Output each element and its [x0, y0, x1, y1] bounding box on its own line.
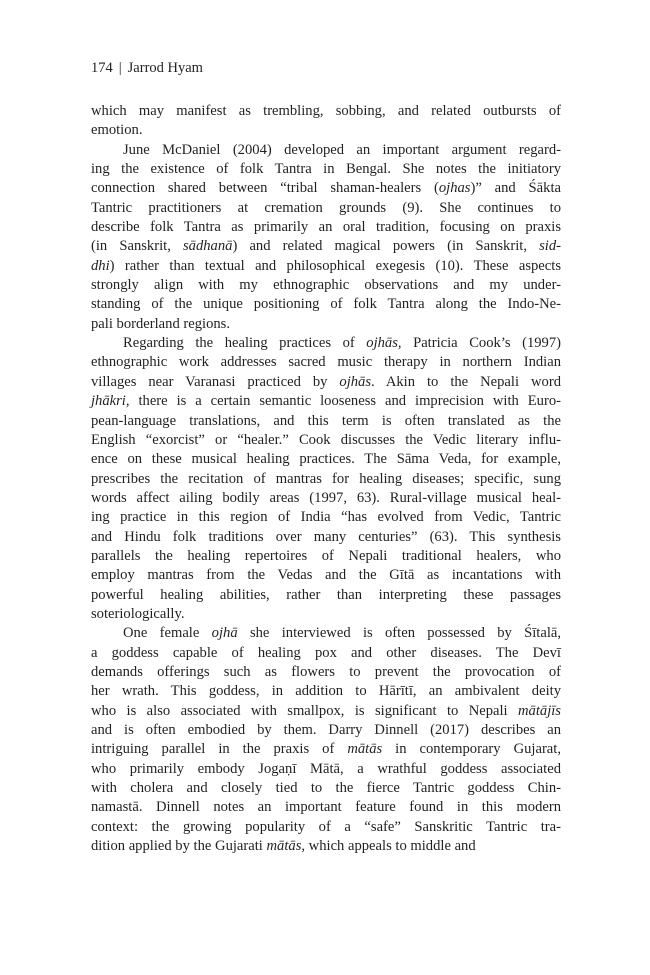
text-segment: Regarding the healing practices of	[123, 335, 367, 352]
text-segment: parallels the healing repertoires of Nepali traditional healers, who	[91, 547, 561, 564]
page-number: 174	[91, 60, 113, 76]
text-line	[91, 528, 561, 547]
text-segment: which may manifest as trembling, sobbing, and related outbursts of	[91, 103, 561, 119]
text-segment: , there is a certain semantic looseness and imprecision with Euro-	[125, 393, 561, 410]
text-line	[91, 199, 561, 218]
text-line	[91, 412, 561, 431]
italic-term: dhi	[91, 257, 110, 274]
text-line	[91, 102, 561, 121]
text-line	[91, 760, 561, 779]
text-segment: pali borderland regions.	[91, 315, 231, 332]
text-segment: ing practice in this region of India “has evolved from Vedic, Tantric	[91, 509, 561, 526]
italic-term: ojhas	[438, 180, 471, 197]
text-segment: , Patricia Cook’s (1997)	[397, 335, 562, 352]
text-segment: Tantric practitioners at cremation grounds (9). She continues to	[91, 199, 561, 216]
text-line	[91, 334, 561, 353]
text-segment: with cholera and closely tied to the fierce Tantric goddess Chin-	[91, 780, 561, 797]
text-segment: who primarily embody Jogaṇī Mātā, a wrathful goddess associated	[91, 760, 561, 777]
text-segment: and is often embodied by them. Darry Dinnell (2017) describes an	[91, 722, 561, 738]
text-segment: and Hindu folk traditions over many centuries” (63). This synthesis	[91, 528, 561, 545]
text-segment: ) rather than textual and philosophical exegesis (10). These aspects	[109, 257, 561, 274]
text-segment: employ mantras from the Vedas and the Gītā as incantations with	[91, 567, 561, 584]
italic-term: sādhanā	[182, 238, 233, 255]
header-separator: |	[118, 60, 122, 76]
italic-term: sid-	[539, 238, 561, 255]
italic-term: jhākri	[91, 393, 126, 410]
text-line	[91, 450, 561, 469]
text-line	[91, 295, 561, 314]
text-segment: soteriologically.	[91, 605, 185, 622]
text-segment: standing of the unique positioning of folk Tantra along the Indo-Ne-	[91, 296, 561, 313]
text-line	[91, 470, 561, 489]
text-line	[91, 257, 561, 276]
text-segment: ing the existence of folk Tantra in Bengal. She notes the initiatory	[91, 161, 561, 178]
text-line	[91, 160, 561, 179]
paragraph	[91, 334, 561, 624]
running-head	[91, 58, 561, 78]
text-line	[91, 779, 561, 798]
text-line	[91, 566, 561, 585]
text-segment: dition applied by the Gujarati	[91, 838, 267, 855]
text-segment: emotion.	[91, 122, 143, 139]
italic-term: ojhās	[339, 373, 372, 390]
text-segment: prescribes the recitation of mantras for healing diseases; specific, sung	[91, 470, 561, 487]
paragraph	[91, 624, 561, 856]
text-segment: powerful healing abilities, rather than interpreting these passages	[91, 586, 561, 603]
text-segment: she interviewed is often possessed by Śītalā,	[237, 625, 562, 642]
text-line	[91, 315, 561, 334]
text-line	[91, 373, 561, 392]
text-segment: her wrath. This goddess, in addition to Hārītī, an ambivalent deity	[91, 683, 561, 700]
text-line	[91, 547, 561, 566]
italic-term: ojhās	[366, 335, 398, 352]
text-line	[91, 818, 561, 837]
text-line	[91, 276, 561, 295]
text-line	[91, 392, 561, 411]
text-segment: namastā. Dinnell notes an important feature found in this modern	[91, 799, 561, 816]
text-segment: describe folk Tantra as primarily an oral tradition, focusing on praxis	[91, 219, 561, 236]
text-line	[91, 605, 561, 624]
text-line	[91, 121, 561, 140]
text-line	[91, 740, 561, 759]
text-line	[91, 218, 561, 237]
text-segment: villages near Varanasi practiced by	[91, 373, 340, 390]
text-segment: context: the growing popularity of a “safe” Sanskritic Tantric tra-	[91, 818, 561, 835]
text-line	[91, 141, 561, 160]
author-name: Jarrod Hyam	[127, 60, 203, 76]
italic-term: mātās	[347, 741, 383, 758]
paragraph	[91, 141, 561, 334]
text-line	[91, 624, 561, 643]
text-line	[91, 837, 561, 856]
body-text	[91, 102, 561, 856]
text-line	[91, 682, 561, 701]
text-segment: intriguing parallel in the praxis of	[91, 741, 348, 758]
text-segment: ence on these musical healing practices. The Sāma Veda, for example,	[91, 451, 561, 468]
text-segment: who is also associated with smallpox, is significant to Nepali	[91, 702, 519, 719]
text-line	[91, 586, 561, 605]
text-segment: a goddess capable of healing pox and other diseases. The Devī	[91, 644, 561, 661]
text-segment: strongly align with my ethnographic observations and my under-	[91, 277, 561, 294]
text-line	[91, 644, 561, 663]
italic-term: mātājīs	[518, 702, 561, 719]
text-segment: (in Sanskrit,	[91, 238, 183, 255]
text-segment: One female	[123, 625, 212, 642]
text-line	[91, 508, 561, 527]
text-line	[91, 237, 561, 256]
text-segment: English “exorcist” or “healer.” Cook discusses the Vedic literary influ-	[91, 431, 561, 448]
text-segment: , which appeals to middle and	[301, 838, 476, 855]
book-page	[91, 58, 561, 856]
text-line	[91, 353, 561, 372]
text-segment: connection shared between “tribal shaman-healers (	[91, 180, 439, 197]
text-line	[91, 663, 561, 682]
text-segment: in contemporary Gujarat,	[382, 741, 561, 758]
text-line	[91, 798, 561, 817]
italic-term: mātās	[266, 838, 302, 855]
text-line	[91, 179, 561, 198]
text-segment: )” and Śākta	[470, 180, 561, 197]
text-segment: . Akin to the Nepali word	[371, 373, 561, 390]
text-line	[91, 489, 561, 508]
text-segment: pean-language translations, and this term is often translated as the	[91, 412, 561, 429]
text-segment: ethnographic work addresses sacred music therapy in northern Indian	[91, 354, 561, 371]
text-segment: demands offerings such as flowers to prevent the provocation of	[91, 663, 561, 680]
text-segment: words affect ailing bodily areas (1997, 63). Rural-village musical heal-	[91, 489, 561, 506]
text-line	[91, 431, 561, 450]
text-line	[91, 702, 561, 721]
text-segment: ) and related magical powers (in Sanskrit,	[232, 238, 540, 255]
italic-term: ojhā	[211, 625, 238, 642]
paragraph	[91, 102, 561, 141]
text-segment: June McDaniel (2004) developed an important argument regard-	[123, 141, 561, 158]
text-line	[91, 721, 561, 740]
